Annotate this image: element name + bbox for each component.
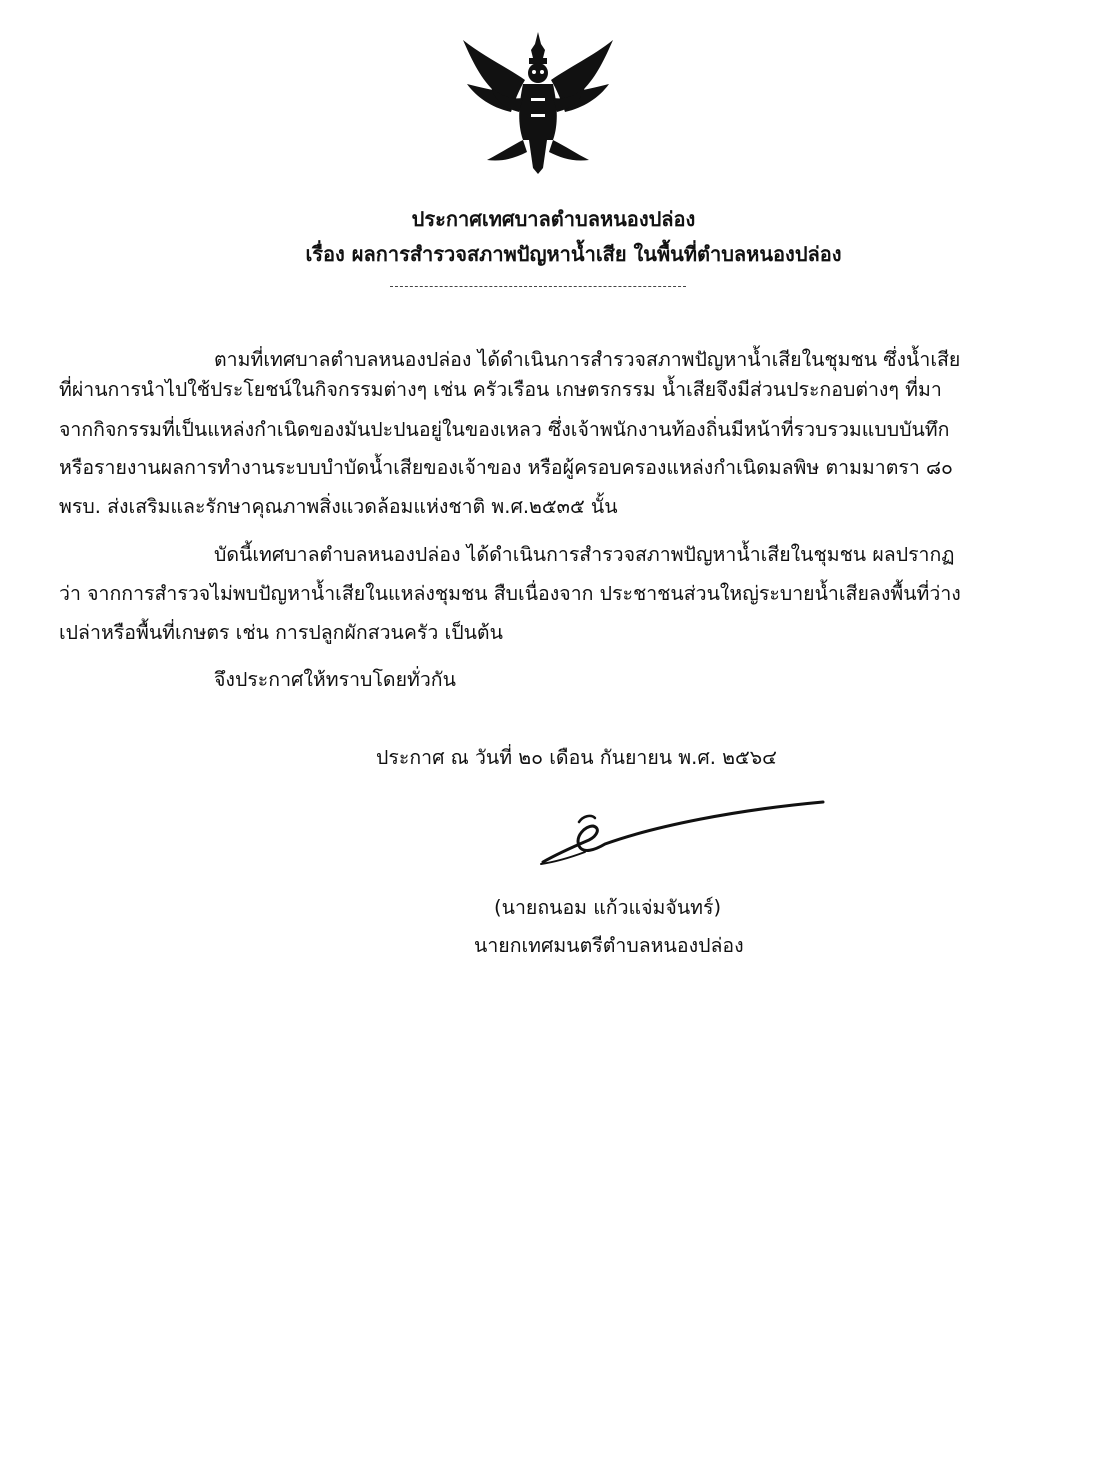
title-divider — [390, 286, 686, 287]
paragraph2-line: บัดนี้เทศบาลตำบลหนองปล่อง ได้ดำเนินการสำรวจสภาพปัญหาน้ำเสียในชุมชน ผลปรากฏ — [214, 543, 955, 566]
announcement-title: ประกาศเทศบาลตำบลหนองปล่อง — [411, 207, 696, 231]
paragraph1-line: ตามที่เทศบาลตำบลหนองปล่อง ได้ดำเนินการสำรวจสภาพปัญหาน้ำเสียในชุมชน ซึ่งน้ำเสีย — [214, 348, 961, 371]
signer-name: (นายถนอม แก้วแจ่มจันทร์) — [494, 896, 722, 919]
paragraph1-line: ที่ผ่านการนำไปใช้ประโยชน์ในกิจกรรมต่างๆ เช่น ครัวเรือน เกษตรกรรม น้ำเสียจึงมีส่วนประกอบต่างๆ ที่มา — [59, 378, 942, 401]
handwritten-signature — [535, 796, 835, 876]
paragraph1-line: พรบ. ส่งเสริมและรักษาคุณภาพสิ่งแวดล้อมแห่งชาติ พ.ศ.๒๕๓๕ นั้น — [59, 495, 618, 518]
announcement-date: ประกาศ ณ วันที่ ๒๐ เดือน กันยายน พ.ศ. ๒๕๖๔ — [376, 746, 777, 769]
paragraph1-line: จากกิจกรรมที่เป็นแหล่งกำเนิดของมันปะปนอยู่ในของเหลว ซึ่งเจ้าพนักงานท้องถิ่นมีหน้าที่รวบรวมแบบบันทึก — [59, 418, 950, 441]
signer-title: นายกเทศมนตรีตำบลหนองปล่อง — [474, 934, 744, 957]
paragraph2-line: เปล่าหรือพื้นที่เกษตร เช่น การปลูกผักสวนครัว เป็นต้น — [59, 621, 503, 644]
paragraph1-line: หรือรายงานผลการทำงานระบบบำบัดน้ำเสียของเจ้าของ หรือผู้ครอบครองแหล่งกำเนิดมลพิษ ตามมาตรา ๘๐ — [59, 456, 953, 479]
paragraph2-line: ว่า จากการสำรวจไม่พบปัญหาน้ำเสียในแหล่งชุมชน สืบเนื่องจาก ประชาชนส่วนใหญ่ระบายน้ำเสียลงพื้นที่ว่าง — [59, 582, 961, 605]
garuda-emblem-icon — [453, 28, 623, 178]
closing-statement: จึงประกาศให้ทราบโดยทั่วกัน — [214, 668, 456, 691]
announcement-subject: เรื่อง ผลการสำรวจสภาพปัญหาน้ำเสีย ในพื้นที่ตำบลหนองปล่อง — [305, 242, 842, 266]
